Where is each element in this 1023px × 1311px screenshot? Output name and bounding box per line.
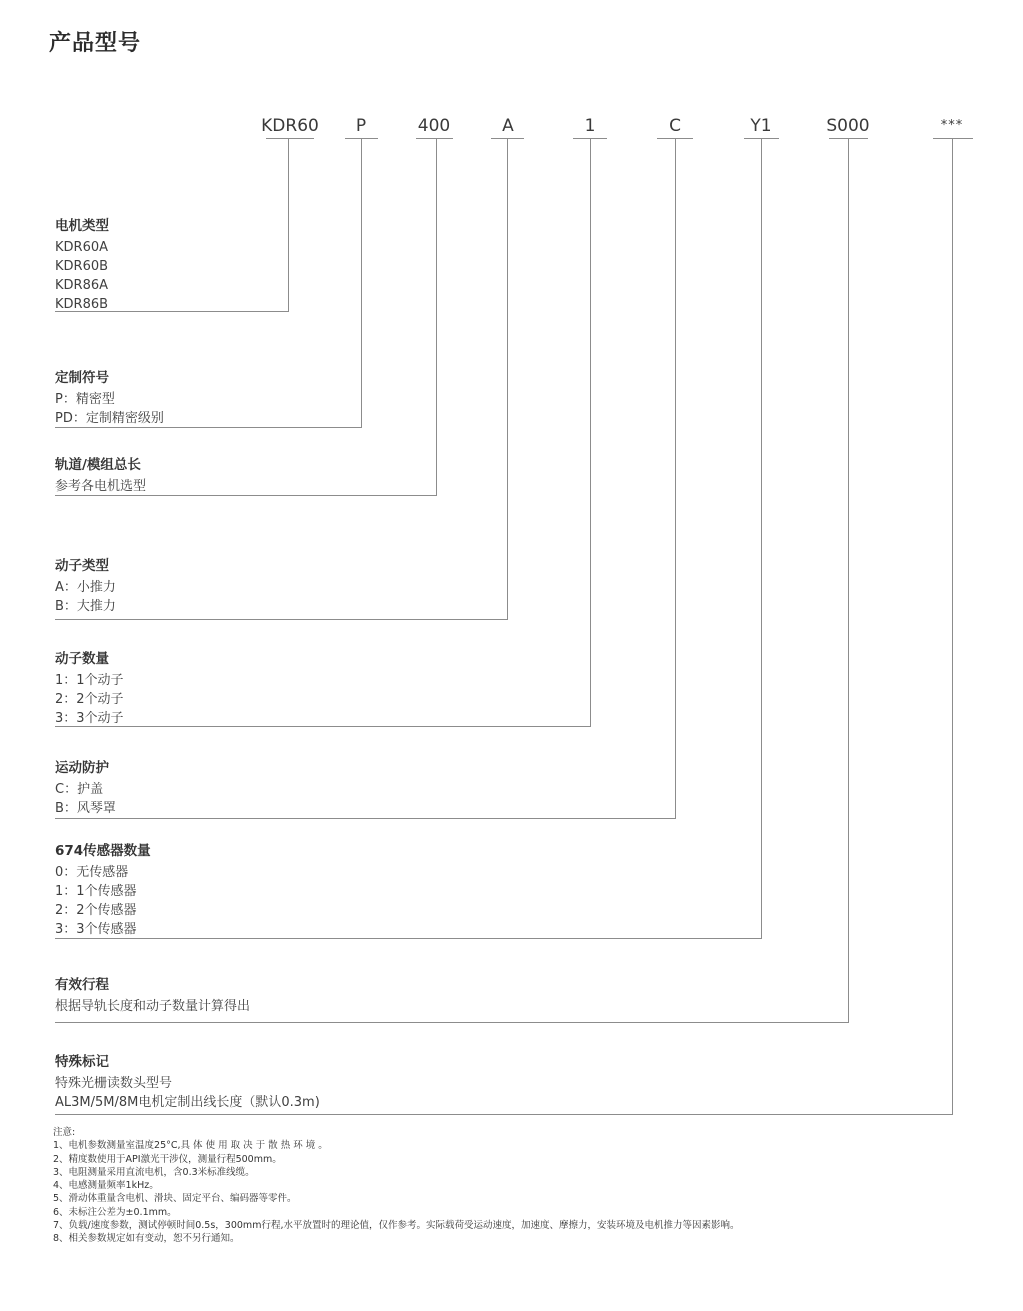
section-title: 定制符号 [55, 370, 109, 386]
section-motor-type [55, 218, 109, 314]
section-mover-count [55, 651, 124, 728]
list-item: AL3M/5M/8M电机定制出线长度（默认0.3m) [55, 1095, 320, 1110]
list-item: 3：3个传感器 [55, 922, 137, 937]
connector-line [952, 138, 953, 1114]
connector-line [55, 1114, 953, 1115]
connector-line [55, 818, 676, 819]
note-item: 1、电机参数测量室温度25°C,具 体 使 用 取 决 于 散 热 环 境 。 [53, 1140, 328, 1152]
list-item: 3：3个动子 [55, 711, 124, 726]
section-title: 动子数量 [55, 651, 109, 667]
code-underline [266, 138, 314, 139]
note-item: 6、未标注公差为±0.1mm。 [53, 1206, 177, 1218]
note-item: 8、相关参数规定如有变动，恕不另行通知。 [53, 1233, 240, 1245]
connector-line [590, 138, 591, 726]
list-item: 2：2个传感器 [55, 903, 137, 918]
connector-line [436, 138, 437, 495]
list-item: A：小推力 [55, 580, 116, 595]
note-item: 2、精度数使用于API激光干涉仪，测量行程500mm。 [53, 1153, 282, 1165]
connector-line [55, 726, 591, 727]
connector-line [675, 138, 676, 818]
section-effective-stroke [55, 977, 250, 1016]
list-item: B：大推力 [55, 599, 116, 614]
list-item: 特殊光栅读数头型号 [55, 1076, 173, 1091]
code-rail-length: 400 [417, 116, 451, 136]
code-motor-type: KDR60 [261, 116, 319, 136]
note-item: 5、滑动体重量含电机、滑块、固定平台、编码器等零件。 [53, 1193, 297, 1205]
connector-line [761, 138, 762, 938]
section-mover-type [55, 558, 116, 616]
note-item: 4、电感测量频率1kHz。 [53, 1180, 159, 1192]
section-title: 电机类型 [55, 218, 109, 234]
code-special-mark: *** [940, 118, 964, 133]
list-item: PD：定制精密级别 [55, 411, 164, 426]
list-item: 1：1个动子 [55, 673, 124, 688]
section-sensor-count [55, 843, 151, 939]
list-item: 1：1个传感器 [55, 884, 137, 899]
connector-line [848, 138, 849, 1022]
code-underline [933, 138, 973, 139]
section-motion-protection [55, 760, 116, 818]
section-title: 轨道/模组总长 [55, 457, 141, 473]
connector-line [507, 138, 508, 619]
list-item: 0：无传感器 [55, 865, 129, 880]
code-effective-stroke: S000 [826, 116, 870, 136]
section-special-mark [55, 1054, 320, 1112]
list-item: KDR60B [55, 259, 109, 274]
note-item: 3、电阻测量采用直流电机，含0.3米标准线缆。 [53, 1166, 255, 1178]
list-item: 根据导轨长度和动子数量计算得出 [55, 999, 251, 1014]
code-custom-symbol: P [355, 116, 367, 136]
section-title: 特殊标记 [55, 1054, 109, 1070]
connector-line [288, 138, 289, 311]
code-motion-protection: C [669, 116, 681, 136]
list-item: KDR60A [55, 240, 109, 255]
connector-line [55, 1022, 849, 1023]
list-item: B：风琴罩 [55, 801, 116, 816]
list-item: P：精密型 [55, 392, 115, 407]
code-mover-count: 1 [584, 116, 596, 136]
code-mover-type: A [502, 116, 514, 136]
section-title: 运动防护 [55, 760, 109, 776]
list-item: C：护盖 [55, 782, 104, 797]
connector-line [55, 938, 762, 939]
code-sensor-count: Y1 [750, 116, 772, 136]
list-item: KDR86A [55, 278, 109, 293]
connector-line [55, 619, 508, 620]
connector-line [361, 138, 362, 427]
page-title: 产品型号 [49, 31, 142, 56]
list-item: 参考各电机选型 [55, 479, 147, 494]
section-title: 有效行程 [55, 977, 109, 993]
section-title: 动子类型 [55, 558, 109, 574]
section-title: 674传感器数量 [55, 843, 151, 859]
code-underline [416, 138, 453, 139]
section-rail-length [55, 457, 146, 496]
list-item: 2：2个动子 [55, 692, 124, 707]
section-custom-symbol [55, 370, 164, 428]
list-item: KDR86B [55, 297, 109, 312]
notes-title: 注意: [53, 1127, 76, 1138]
notes [53, 1126, 739, 1246]
note-item: 7、负载/速度参数，测试停顿时间0.5s，300mm行程,水平放置时的理论值，仅作参考。实际载荷受运动速度，加速度、摩擦力，安装环境及电机推力等因素影响。 [53, 1220, 740, 1232]
